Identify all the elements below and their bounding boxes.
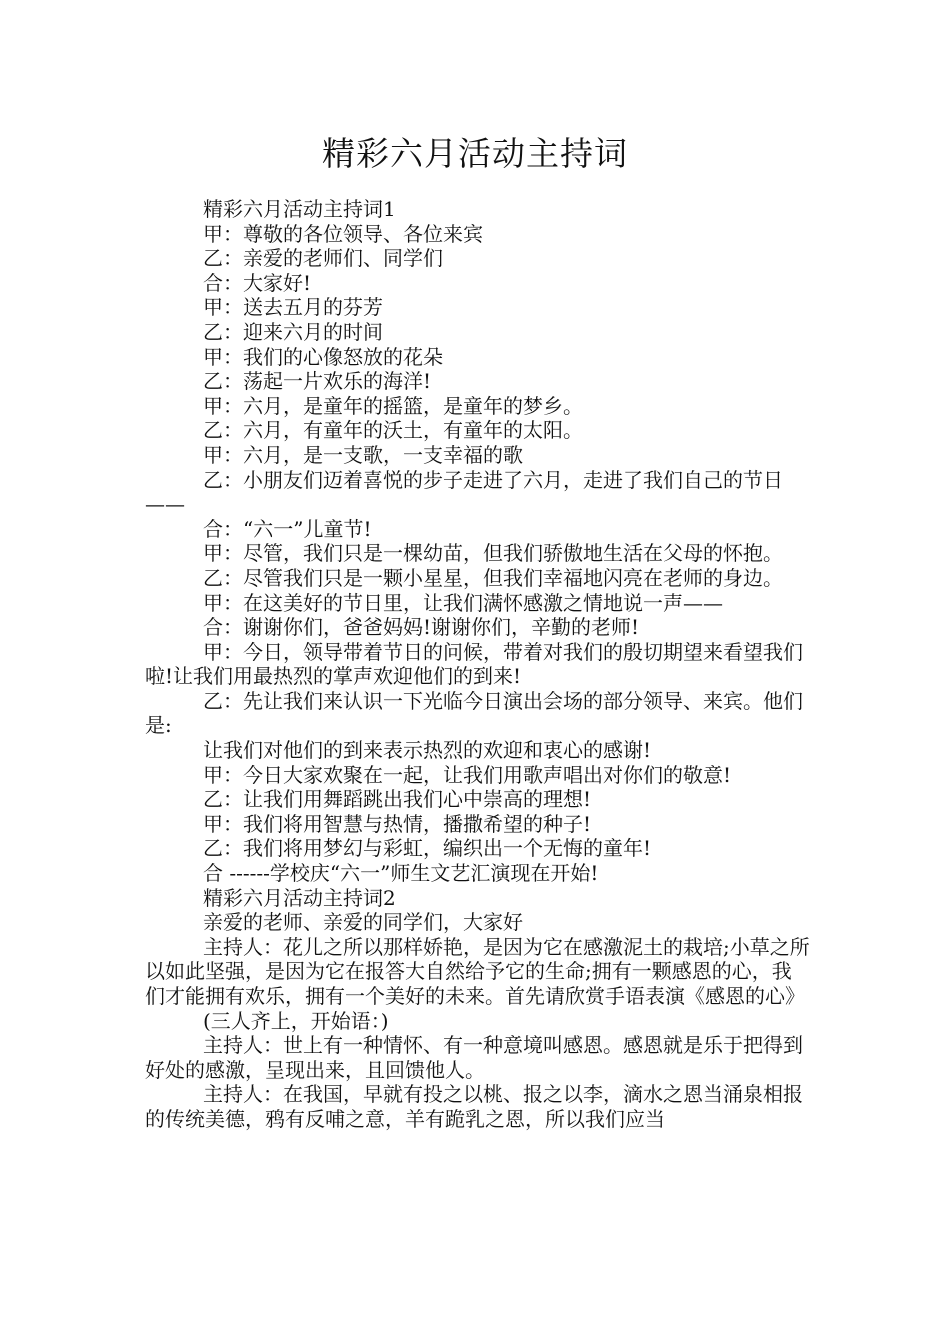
paragraph: 主持人：世上有一种情怀、有一种意境叫感恩。感恩就是乐于把得到好处的感激，呈现出来，且回馈他人。	[145, 1033, 803, 1082]
paragraph: 乙：尽管我们只是一颗小星星，但我们幸福地闪亮在老师的身边。	[203, 565, 783, 590]
paragraph: 主持人：在我国，早就有投之以桃、报之以李，滴水之恩当涌泉相报的传统美德，鸦有反哺之意，羊有跪乳之恩，所以我们应当	[145, 1082, 803, 1131]
paragraph: 甲：我们将用智慧与热情，播撒希望的种子!	[203, 811, 592, 836]
paragraph: 精彩六月活动主持词1	[203, 197, 396, 221]
paragraph: 乙：小朋友们迈着喜悦的步子走进了六月，走进了我们自己的节日——	[145, 467, 783, 517]
paragraph: 乙：让我们用舞蹈跳出我们心中崇高的理想!	[203, 787, 592, 812]
paragraph: 亲爱的老师、亲爱的同学们，大家好	[203, 910, 523, 935]
paragraph: 合 ------学校庆“六一”师生文艺汇演现在开始!	[203, 861, 599, 886]
paragraph: 甲：在这美好的节日里，让我们满怀感激之情地说一声——	[203, 590, 723, 615]
paragraph: 让我们对他们的到来表示热烈的欢迎和衷心的感谢!	[203, 738, 652, 763]
paragraph: 甲：我们的心像怒放的花朵	[203, 344, 443, 369]
paragraph: 乙：先让我们来认识一下光临今日演出会场的部分领导、来宾。他们是:	[145, 688, 803, 738]
paragraph: 乙：亲爱的老师们、同学们	[203, 246, 443, 271]
paragraph: 甲：六月，是童年的摇篮，是童年的梦乡。	[203, 393, 583, 418]
paragraph: 甲：今日，领导带着节日的问候，带着对我们的殷切期望来看望我们啦!让我们用最热烈的掌声欢迎他们的到来!	[145, 639, 803, 689]
paragraph: 甲：六月，是一支歌，一支幸福的歌	[203, 442, 523, 467]
paragraph: 合：谢谢你们，爸爸妈妈!谢谢你们，辛勤的老师!	[203, 615, 640, 640]
paragraph: 乙：六月，有童年的沃土，有童年的太阳。	[203, 418, 583, 443]
document-body	[145, 197, 810, 1132]
paragraph: (三人齐上，开始语：)	[203, 1008, 389, 1033]
paragraph: 主持人：花儿之所以那样娇艳，是因为它在感激泥土的栽培;小草之所以如此坚强，是因为它在报答大自然给予它的生命;拥有一颗感恩的心，我们才能拥有欢乐，拥有一个美好的未来。首先请欣赏手语表演《感恩的心》	[145, 934, 810, 1008]
paragraph: 乙：荡起一片欢乐的海洋!	[203, 369, 432, 394]
document-title: 精彩六月活动主持词	[322, 134, 628, 173]
paragraph: 甲：送去五月的芬芳	[203, 295, 383, 320]
paragraph: 乙：我们将用梦幻与彩虹，编织出一个无悔的童年!	[203, 836, 652, 861]
paragraph: 乙：迎来六月的时间	[203, 319, 383, 344]
paragraph: 精彩六月活动主持词2	[203, 885, 396, 910]
paragraph: 合：“六一”儿童节!	[203, 516, 372, 541]
paragraph: 甲：尽管，我们只是一棵幼苗，但我们骄傲地生活在父母的怀抱。	[203, 541, 783, 566]
paragraph: 甲：尊敬的各位领导、各位来宾	[203, 221, 483, 246]
paragraph: 合：大家好!	[203, 270, 312, 295]
paragraph: 甲：今日大家欢聚在一起，让我们用歌声唱出对你们的敬意!	[203, 762, 732, 787]
